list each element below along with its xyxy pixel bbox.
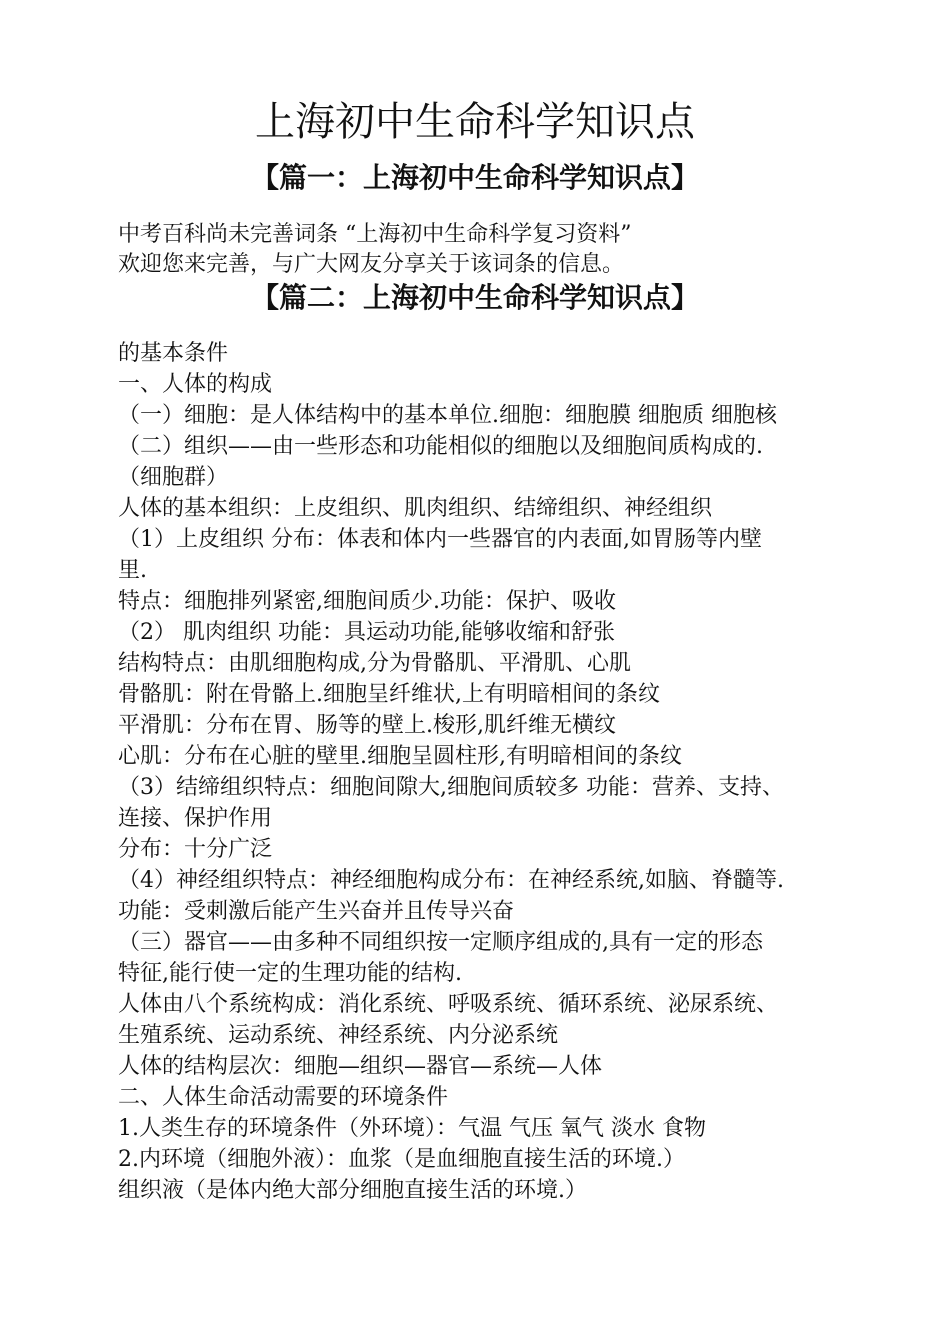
body-line: 里. [118,558,147,583]
body-line: （二）组织——由一些形态和功能相似的细胞以及细胞间质构成的. [118,434,763,459]
section-heading-2: 【篇二：上海初中生命科学知识点】 [250,281,699,314]
body-line: 特征,能行使一定的生理功能的结构. [118,961,462,986]
body-line: 结构特点：由肌细胞构成,分为骨骼肌、平滑肌、心肌 [118,651,631,676]
body-line: 一、人体的构成 [118,372,273,397]
body-line: 2.内环境（细胞外液）：血浆（是血细胞直接生活的环境.） [118,1147,685,1172]
body-line: （细胞群） [118,465,229,490]
body-line: 特点：细胞排列紧密,细胞间质少.功能：保护、吸收 [118,589,616,614]
body-line: 功能：受刺激后能产生兴奋并且传导兴奋 [118,899,515,924]
body-line: 分布：十分广泛 [118,837,273,862]
body-line: 骨骼肌：附在骨骼上.细胞呈纤维状,上有明暗相间的条纹 [118,682,660,707]
body-line: 人体的基本组织：上皮组织、肌肉组织、结缔组织、神经组织 [118,496,713,521]
body-line: 组织液（是体内绝大部分细胞直接生活的环境.） [118,1178,587,1203]
body-text [118,338,878,1206]
body-line: （3）结缔组织特点：细胞间隙大,细胞间质较多 功能：营养、支持、 [118,775,784,800]
body-line: 的基本条件 [118,341,229,366]
body-line: 人体由八个系统构成：消化系统、呼吸系统、循环系统、泌尿系统、 [118,992,779,1017]
section-heading-1: 【篇一：上海初中生命科学知识点】 [250,161,699,194]
body-line: 人体的结构层次：细胞—组织—器官—系统—人体 [118,1054,603,1079]
body-line: 连接、保护作用 [118,806,273,831]
body-line: 心肌：分布在心脏的壁里.细胞呈圆柱形,有明暗相间的条纹 [118,744,682,769]
body-line: （1）上皮组织 分布：体表和体内一些器官的内表面,如胃肠等内壁 [118,527,762,552]
body-line: （三）器官——由多种不同组织按一定顺序组成的,具有一定的形态 [118,930,763,955]
document-title: 上海初中生命科学知识点 [255,99,695,145]
intro-line: 欢迎您来完善，与广大网友分享关于该词条的信息。 [118,252,625,277]
body-line: 生殖系统、运动系统、神经系统、内分泌系统 [118,1023,559,1048]
body-line: （2） 肌肉组织 功能：具运动功能,能够收缩和舒张 [118,620,615,645]
intro-line: 中考百科尚未完善词条 “上海初中生命科学复习资料” [118,222,632,247]
body-line: 二、人体生命活动需要的环境条件 [118,1085,449,1110]
body-line: 平滑肌：分布在胃、肠等的壁上.梭形,肌纤维无横纹 [118,713,616,738]
body-line: 1.人类生存的环境条件（外环境）：气温 气压 氧气 淡水 食物 [118,1116,706,1141]
intro-paragraph [118,220,878,280]
body-line: （4）神经组织特点：神经细胞构成分布：在神经系统,如脑、脊髓等. [118,868,784,893]
body-line: （一）细胞：是人体结构中的基本单位.细胞：细胞膜 细胞质 细胞核 [118,403,777,428]
